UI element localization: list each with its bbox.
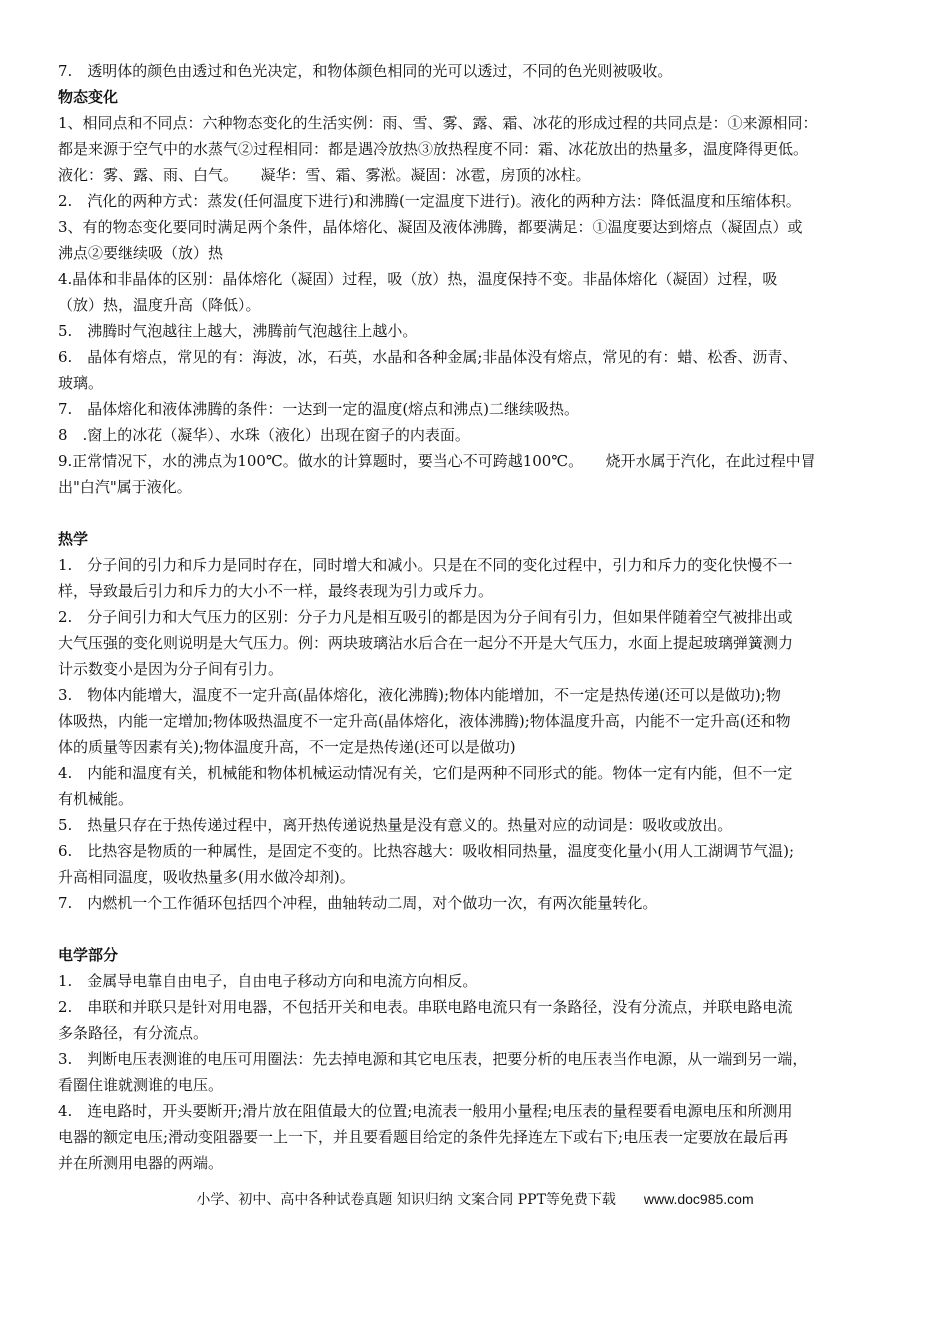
paragraph-line: 出"白汽"属于液化。 (58, 478, 192, 496)
paragraph-line: 计示数变小是因为分子间有引力。 (58, 660, 284, 678)
paragraph-line: 4.晶体和非晶体的区别：晶体熔化（凝固）过程，吸（放）热，温度保持不变。非晶体熔化（凝固）过程，吸 (58, 270, 778, 288)
paragraph-line: 看圈住谁就测谁的电压。 (58, 1076, 224, 1094)
paragraph-line: 3、有的物态变化要同时满足两个条件，晶体熔化、凝固及液体沸腾，都要满足：①温度要达到熔点（凝固点）或 (58, 218, 803, 236)
paragraph-line: 2. 串联和并联只是针对用电器，不包括开关和电表。串联电路电流只有一条路径，没有分流点，并联电路电流 (58, 998, 793, 1016)
paragraph-line: 体的质量等因素有关);物体温度升高，不一定是热传递(还可以是做功) (58, 738, 516, 756)
paragraph-line: 玻璃。 (58, 374, 104, 392)
footer-url: www.doc985.com (643, 1191, 754, 1207)
paragraph-line: 1. 金属导电靠自由电子，自由电子移动方向和电流方向相反。 (58, 972, 478, 990)
footer-text: 小学、初中、高中各种试卷真题 知识归纳 文案合同 PPT等免费下载 (196, 1192, 616, 1208)
page-footer (0, 1188, 950, 1211)
paragraph-line: 都是来源于空气中的水蒸气②过程相同：都是遇冷放热③放热程度不同：霜、冰花放出的热量多，温度降得更低。 (58, 140, 809, 158)
paragraph-line: 2. 分子间引力和大气压力的区别：分子力凡是相互吸引的都是因为分子间有引力，但如果伴随着空气被排出或 (58, 608, 793, 626)
intro-line-1: 7. 透明体的颜色由透过和色光决定，和物体颜色相同的光可以透过，不同的色光则被吸收。 (58, 62, 673, 80)
document-body (58, 58, 893, 1176)
paragraph-line: 7. 晶体熔化和液体沸腾的条件：一达到一定的温度(熔点和沸点)二继续吸热。 (58, 400, 580, 418)
paragraph-line: 6. 晶体有熔点，常见的有：海波，冰，石英，水晶和各种金属;非晶体没有熔点，常见的有：蜡、松香、沥青、 (58, 348, 798, 366)
paragraph-line: （放）热，温度升高（降低）。 (58, 296, 261, 314)
section-title-state-change: 物态变化 (58, 88, 119, 106)
section-spacer (58, 500, 893, 526)
section-title-heat: 热学 (58, 530, 89, 548)
paragraph-line: 9.正常情况下，水的沸点为100℃。做水的计算题时，要当心不可跨越100℃。 烧开水属于汽化，在此过程中冒 (58, 452, 816, 470)
section-state-change (58, 110, 893, 500)
section-electricity (58, 968, 893, 1176)
paragraph-line: 5. 热量只存在于热传递过程中，离开热传递说热量是没有意义的。热量对应的动词是：吸收或放出。 (58, 816, 733, 834)
paragraph-line: 沸点②要继续吸（放）热 (58, 244, 224, 262)
paragraph-line: 7. 内燃机一个工作循环包括四个冲程，曲轴转动二周，对个做功一次，有两次能量转化。 (58, 894, 658, 912)
paragraph-line: 电器的额定电压;滑动变阻器要一上一下，并且要看题目给定的条件先择连左下或右下;电压表一定要放在最后再 (58, 1128, 789, 1146)
paragraph-line: 液化：雾、露、雨、白气。 凝华：雪、霜、雾淞。凝固：冰雹，房顶的冰柱。 (58, 166, 591, 184)
section-spacer (58, 916, 893, 942)
paragraph-line: 5. 沸腾时气泡越往上越大，沸腾前气泡越往上越小。 (58, 322, 418, 340)
paragraph-line: 8 .窗上的冰花（凝华）、水珠（液化）出现在窗子的内表面。 (58, 426, 470, 444)
section-title-electricity: 电学部分 (58, 946, 119, 964)
paragraph-line: 1. 分子间的引力和斥力是同时存在，同时增大和减小。只是在不同的变化过程中，引力和斥力的变化快慢不一 (58, 556, 793, 574)
paragraph-line: 升高相同温度，吸收热量多(用水做冷却剂)。 (58, 868, 355, 886)
paragraph-line: 2. 汽化的两种方式：蒸发(任何温度下进行)和沸腾(一定温度下进行)。液化的两种方法：降低温度和压缩体积。 (58, 192, 801, 210)
paragraph-line: 4. 内能和温度有关，机械能和物体机械运动情况有关，它们是两种不同形式的能。物体一定有内能，但不一定 (58, 764, 793, 782)
paragraph-line: 体吸热，内能一定增加;物体吸热温度不一定升高(晶体熔化，液体沸腾);物体温度升高，内能不一定升高(还和物 (58, 712, 791, 730)
paragraph-line: 多条路径，有分流点。 (58, 1024, 209, 1042)
paragraph-line: 1、相同点和不同点：六种物态变化的生活实例：雨、雪、雾、露、霜、冰花的形成过程的共同点是：①来源相同： (58, 114, 818, 132)
paragraph-line: 样，导致最后引力和斥力的大小不一样，最终表现为引力或斥力。 (58, 582, 494, 600)
paragraph-line: 并在所测用电器的两端。 (58, 1154, 224, 1172)
paragraph-line: 4. 连电路时，开头要断开;滑片放在阻值最大的位置;电流表一般用小量程;电压表的量程要看电源电压和所测用 (58, 1102, 793, 1120)
paragraph-line: 3. 判断电压表测谁的电压可用圈法：先去掉电源和其它电压表，把要分析的电压表当作电源，从一端到另一端， (58, 1050, 808, 1068)
paragraph-line: 大气压强的变化则说明是大气压力。例：两块玻璃沾水后合在一起分不开是大气压力，水面上提起玻璃弹簧测力 (58, 634, 794, 652)
section-heat (58, 552, 893, 916)
paragraph-line: 6. 比热容是物质的一种属性，是固定不变的。比热容越大：吸收相同热量，温度变化量小(用人工湖调节气温); (58, 842, 795, 860)
paragraph-line: 3. 物体内能增大，温度不一定升高(晶体熔化，液化沸腾);物体内能增加，不一定是热传递(还可以是做功);物 (58, 686, 781, 704)
paragraph-line: 有机械能。 (58, 790, 134, 808)
